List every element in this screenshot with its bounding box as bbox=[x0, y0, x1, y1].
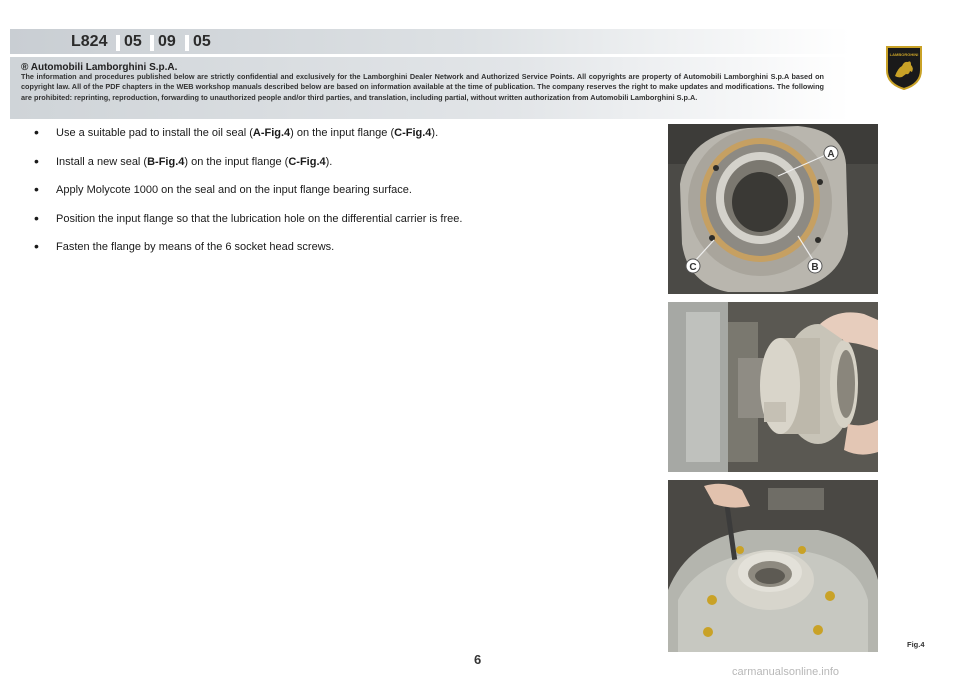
code-separator bbox=[116, 35, 120, 51]
bullet-icon: • bbox=[34, 238, 39, 254]
callout-a: A bbox=[827, 149, 835, 160]
legal-text: The information and procedures published below are strictly confidential and exclusively for the Lamborghini Dealer Network and Authorized Service Points. All copyrights are property of Automobili Lamborghini S.p.A based on copyright law. All of the PDF chapters in the WEB workshop manuals described below are based on information available at the time of publication. The company reserves the right to make updates and modifications. The following are prohibited: reprinting, reproduction, forwarding to unauthorized people and/or third parties, and translation, including partial, without written authorization from Automobili Lamborghini S.p.A. bbox=[21, 72, 824, 102]
lamborghini-logo bbox=[884, 44, 924, 90]
bullet-icon: • bbox=[34, 152, 39, 169]
instruction-item: • Fasten the flange by means of the 6 socket head screws. bbox=[34, 238, 335, 254]
instruction-item: • Position the input flange so that the lubrication hole on the differential carrier is free. bbox=[34, 209, 463, 226]
instruction-item: • Install a new seal (B-Fig.4) on the input flange (C-Fig.4). bbox=[34, 152, 333, 169]
instruction-list bbox=[34, 126, 634, 269]
figure-reference: A-Fig.4 bbox=[252, 127, 291, 139]
code-separator bbox=[150, 35, 154, 51]
figure-reference: B-Fig.4 bbox=[147, 155, 185, 168]
bullet-icon: • bbox=[34, 124, 39, 140]
callout-b: B bbox=[811, 262, 819, 273]
bull-shield-icon bbox=[884, 44, 924, 90]
watermark: carmanualsonline.info bbox=[732, 666, 840, 678]
code-segment-model: L824 bbox=[71, 33, 108, 50]
code-segment-subgroup: 09 bbox=[158, 33, 176, 50]
photo-flange-positioning bbox=[668, 302, 878, 472]
code-separator bbox=[185, 35, 189, 51]
bullet-icon: • bbox=[34, 209, 39, 226]
photo-fastening-screws bbox=[668, 480, 878, 652]
instruction-item: • Use a suitable pad to install the oil seal (A-Fig.4) on the input flange (C-Fig.4). bbox=[34, 124, 439, 140]
legal-title: ® Automobili Lamborghini S.p.A. bbox=[21, 62, 178, 73]
bullet-icon: • bbox=[34, 181, 39, 197]
code-segment-section: 05 bbox=[193, 33, 211, 50]
instruction-item: • Apply Molycote 1000 on the seal and on the input flange bearing surface. bbox=[34, 181, 412, 197]
figure-reference: C-Fig.4 bbox=[394, 127, 432, 139]
page-number: 6 bbox=[474, 652, 482, 667]
figure-reference: C-Fig.4 bbox=[288, 155, 326, 168]
callout-c: C bbox=[689, 262, 697, 273]
code-segment-group: 05 bbox=[124, 33, 142, 50]
logo-text: LAMBORGHINI bbox=[889, 52, 919, 57]
photo-flange-seals bbox=[668, 124, 878, 294]
figure-label: Fig.4 bbox=[907, 640, 925, 649]
